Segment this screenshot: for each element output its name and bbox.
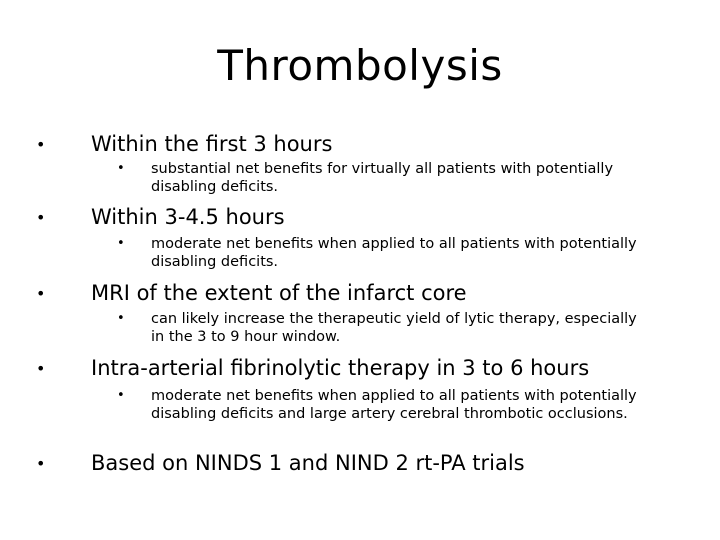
sub-bullet-text: moderate net benefits when applied to all patients with potentially disabling deficits. (151, 236, 637, 270)
bullet-icon: • (36, 135, 46, 154)
bullet-icon: • (36, 359, 46, 378)
sub-bullet-icon: • (117, 388, 125, 403)
bullet-heading: MRI of the extent of the infarct core (91, 281, 467, 305)
sub-bullet-icon: • (117, 311, 125, 326)
bullet-heading: Within 3-4.5 hours (91, 205, 285, 229)
bullet-icon: • (36, 208, 46, 227)
bullet-item-4 (0, 353, 720, 383)
bullet-icon: • (36, 454, 46, 473)
bullet-heading: Within the first 3 hours (91, 132, 333, 156)
sub-bullet-icon: • (117, 161, 125, 176)
slide-title: Thrombolysis (217, 41, 503, 90)
sub-bullet-text: substantial net benefits for virtually all patients with potentially disabling deficits. (151, 161, 614, 195)
bullet-icon: • (36, 284, 46, 303)
bullet-heading: Based on NINDS 1 and NIND 2 rt-PA trials (91, 451, 525, 475)
bullet-item-1 (0, 129, 720, 159)
sub-bullet-text: moderate net benefits when applied to all patients with potentially disabling deficits and large artery cerebral thrombotic occlusions. (151, 388, 637, 422)
sub-bullet-text: can likely increase the therapeutic yield of lytic therapy, especially in the 3 to 9 hour window. (151, 311, 637, 345)
bullet-item-2 (0, 202, 720, 232)
bullet-item-5 (0, 448, 720, 478)
bullet-heading: Intra-arterial fibrinolytic therapy in 3 to 6 hours (91, 356, 590, 380)
bullet-item-3 (0, 278, 720, 308)
sub-bullet-icon: • (117, 236, 125, 251)
